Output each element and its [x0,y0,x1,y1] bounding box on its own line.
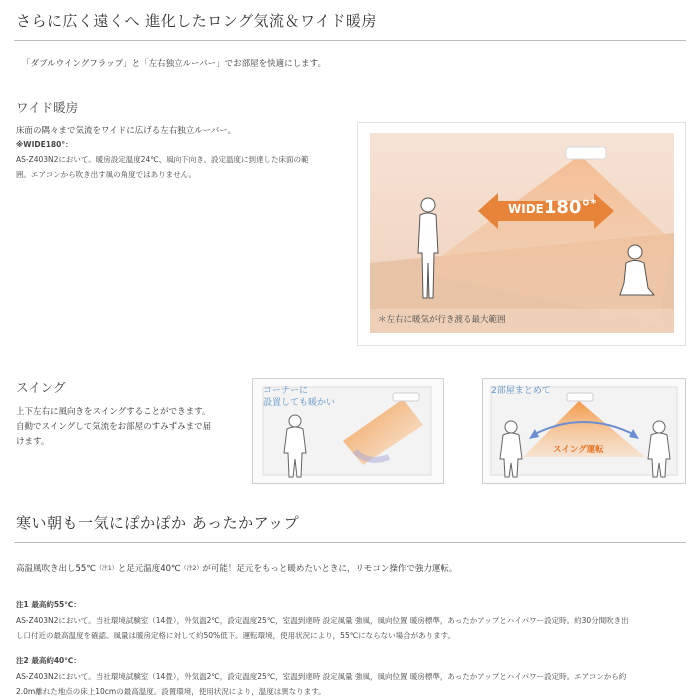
wide-note-line2: 囲。エアコンから吹き出す風の角度ではありません。 [16,170,197,179]
note2-line2: 2.0m離れた地点の床上10cmの最高温度。設置環境，使用状況により，温度は異なります。 [16,687,326,696]
section2-lead [16,562,457,576]
corner-caption-line1: コーナーに [263,386,309,396]
section1-intro: 「ダブルウイングフラップ」と「左右独立ルーバー」でお部屋を快適にします。 [22,59,326,69]
badge-180-label: 180° [543,197,591,218]
lead-part-b: と足元温度40℃ [117,564,181,574]
note2-line1: AS-Z403N2において。当社環境試験室（14畳），外気温2℃，設定温度25℃，室温到達時 設定風量 強風，風向位置 暖房標準，あったかアップとハイパワー設定時。エアコンから約 [16,672,627,681]
lead-part-a: 高温風吹き出し55℃ [16,564,96,574]
two-rooms-caption: 2部屋まとめて [491,386,551,396]
swing-desc-line3: けます。 [16,437,50,447]
lead-sup-1: （注1） [95,565,118,572]
wide-desc: 床面の隅々まで気流をワイドに広げる左右独立ルーバー。 [16,126,236,136]
wide-room-graphic [358,123,685,345]
section2-divider [14,542,686,543]
lead-part-c: が可能！足元をもっと暖めたいときに，リモコン操作で強力運転。 [202,564,458,574]
section2-title: 寒い朝も一気にぽかぽか あったかアップ [16,514,300,532]
note1-line1: AS-Z403N2において。当社環境試験室（14畳），外気温2℃，設定温度25℃，室温到達時 設定風量 強風，風向位置 暖房標準，あったかアップとハイパワー設定時。約30分間吹き出 [16,616,629,625]
corner-caption-line2: 設置しても暖かい [263,398,336,408]
wide-caption: ＊左右に暖気が行き渡る最大範囲 [378,315,506,325]
badge-wide-label: WIDE [508,202,544,216]
swing-heading: スイング [16,380,66,395]
note2-title: 注2 最高約40℃： [16,656,81,665]
note1-title: 注1 最高約55℃： [16,600,81,609]
corner-caption [263,385,335,409]
wide-180-badge-text [508,197,596,218]
section1-title: さらに広く遠くへ 進化したロング気流＆ワイド暖房 [16,12,378,30]
swing-desc-line1: 上下左右に風向きをスイングすることができます。 [16,407,211,417]
badge-asterisk: * [590,197,597,210]
swing-two-rooms-image [482,378,686,484]
wide-note-line1: AS-Z403N2において。暖房設定温度24℃、風向下向き。設定温度に到達した床面の範 [16,155,309,164]
note1-line2: し口付近の最高温度を確認。風量は暖房定格に対して約50%低下。運転環境，使用状況により，55℃にならない場合があります。 [16,631,456,640]
swing-corner-image [252,378,444,484]
section1-divider [14,40,686,41]
swing-operation-label: スイング運転 [553,445,604,455]
wide-note-label: ※WIDE180°： [16,140,73,149]
lead-sup-2: （注2） [180,565,203,572]
swing-desc-line2: 自動でスイングして気流をお部屋のすみずみまで届 [16,422,212,432]
wide-illustration [357,122,686,346]
wide-heading: ワイド暖房 [16,100,79,115]
